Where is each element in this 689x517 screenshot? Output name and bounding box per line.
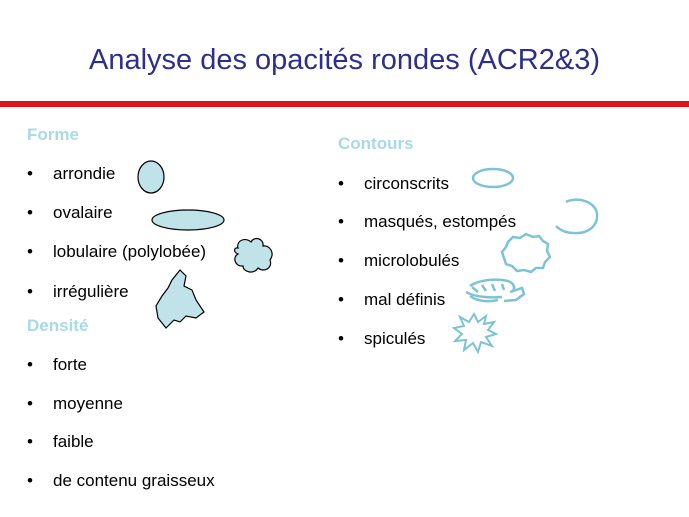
forme-item-label: lobulaire (polylobée) — [53, 242, 207, 261]
contours-item-label: microlobulés — [364, 251, 460, 270]
oval-shape-icon — [152, 210, 224, 230]
contours-item-label: spiculés — [364, 329, 426, 348]
forme-item-label: irrégulière — [53, 282, 129, 301]
microlobulated-contour-icon — [502, 234, 550, 272]
irregular-shape-icon — [156, 270, 204, 328]
bullet: • — [338, 290, 344, 309]
masked-contour-icon — [556, 200, 597, 233]
bullet: • — [27, 203, 33, 222]
densite-item-label: de contenu graisseux — [53, 471, 215, 490]
bullet: • — [27, 282, 33, 301]
bullet: • — [27, 164, 33, 183]
bullet: • — [338, 212, 344, 231]
bullet: • — [27, 394, 33, 413]
bullet: • — [338, 329, 344, 348]
bullet: • — [27, 242, 33, 261]
bullet: • — [27, 471, 33, 490]
contours-item-label: masqués, estompés — [364, 212, 517, 231]
circumscribed-contour-icon — [473, 169, 513, 187]
spiculated-contour-icon — [454, 314, 496, 352]
contours-item-label: mal définis — [364, 290, 446, 309]
contours-item-label: circonscrits — [364, 174, 450, 193]
title-divider — [0, 101, 689, 107]
densite-item-label: forte — [53, 355, 88, 374]
forme-heading: Forme — [27, 125, 79, 144]
densite-heading: Densité — [27, 316, 89, 335]
forme-item-label: ovalaire — [53, 203, 113, 222]
slide-title: Analyse des opacités rondes (ACR2&3) — [89, 44, 600, 76]
contours-heading: Contours — [338, 134, 414, 153]
bullet: • — [338, 251, 344, 270]
bullet: • — [338, 174, 344, 193]
densite-item-label: moyenne — [53, 394, 123, 413]
bullet: • — [27, 432, 33, 451]
forme-item-label: arrondie — [53, 164, 116, 183]
lobulated-shape-icon — [235, 239, 272, 273]
bullet: • — [27, 355, 33, 374]
densite-item-label: faible — [53, 432, 94, 451]
ill-defined-contour-icon — [466, 280, 524, 302]
round-shape-icon — [138, 161, 164, 193]
